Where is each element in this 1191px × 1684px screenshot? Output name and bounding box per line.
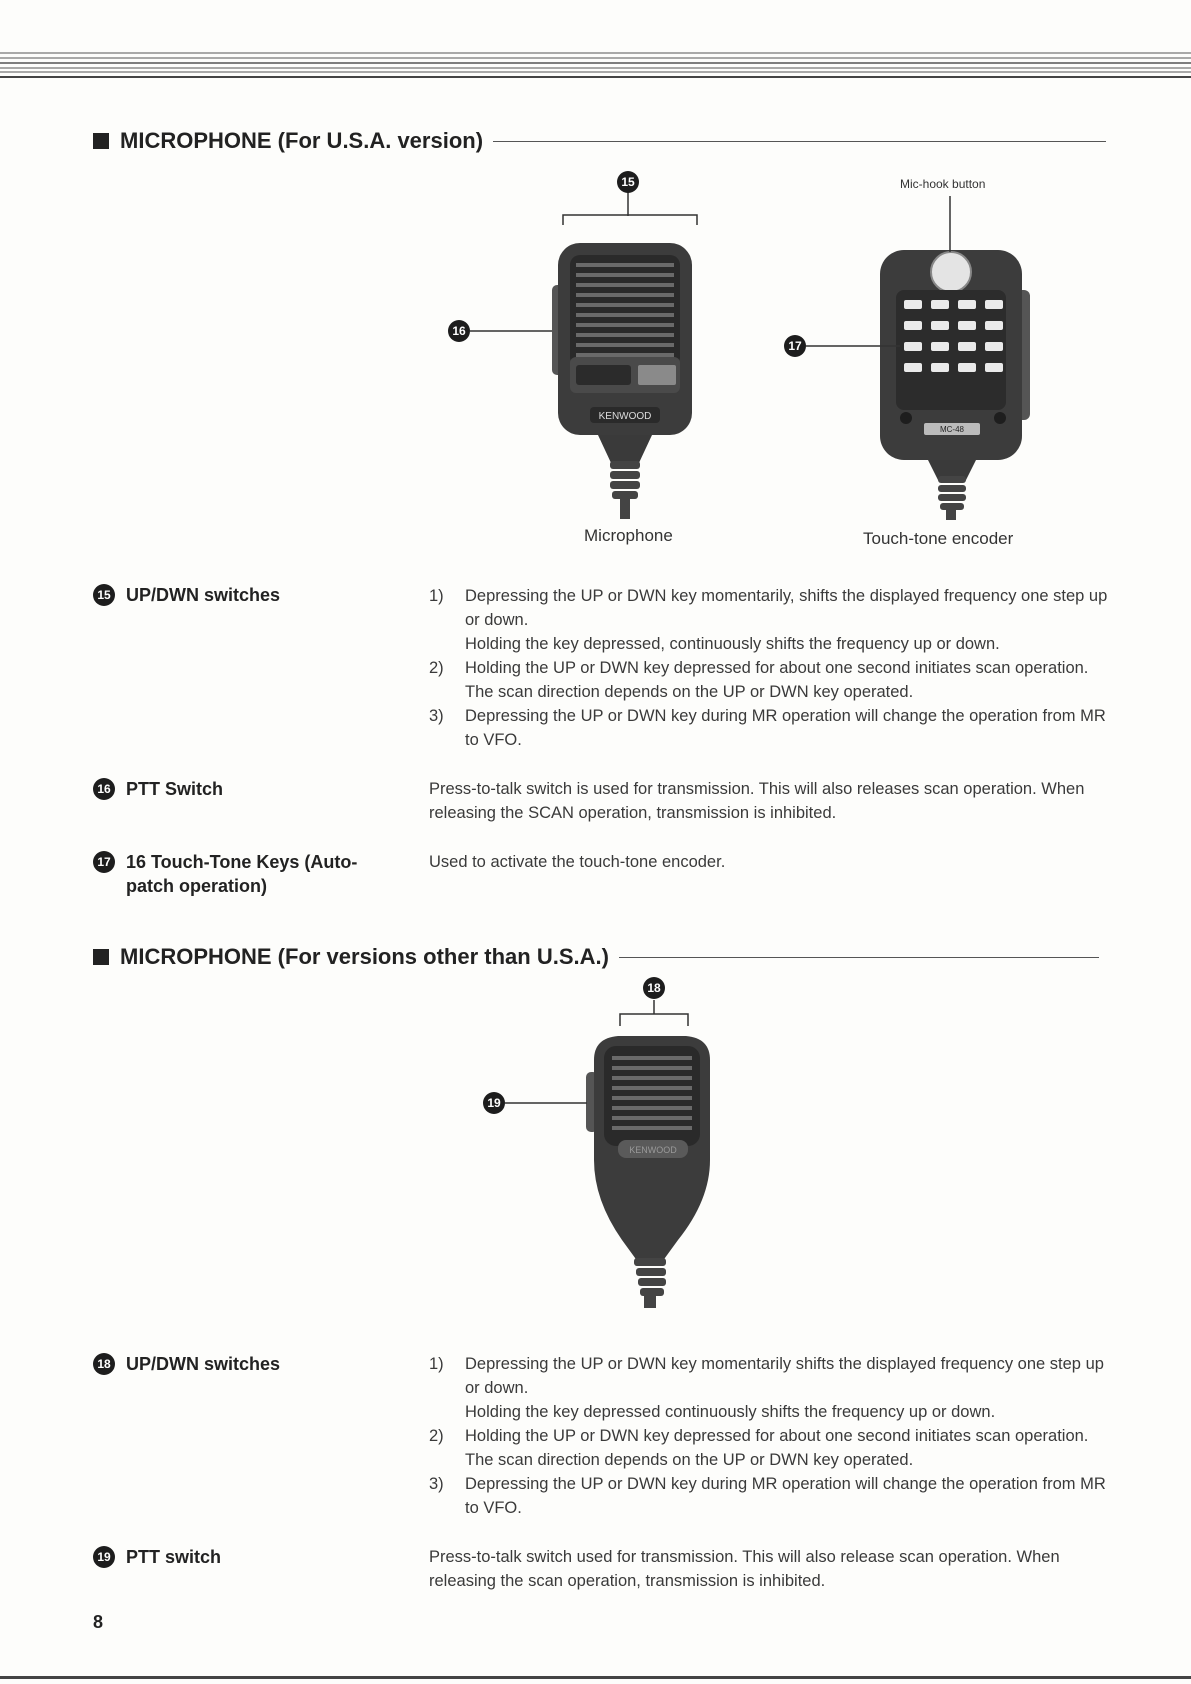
step-number: 2) (429, 1427, 444, 1445)
callout-17-badge: 17 (784, 335, 806, 357)
callout-15-stem (627, 192, 629, 216)
callout-19-badge: 19 (483, 1092, 505, 1114)
step (429, 704, 1113, 752)
item-18-label (93, 1352, 413, 1376)
item-15-description (429, 584, 1113, 752)
page-number: 8 (93, 1612, 104, 1632)
square-bullet-icon (93, 133, 109, 149)
item-text: Press-to-talk switch is used for transmission. This will also releases scan operation. When releasing the SCAN operation, transmission is inhibited. (429, 780, 1085, 822)
step (429, 1472, 1119, 1520)
callout-17-leader (806, 345, 900, 347)
mic-brand-label: KENWOOD (598, 411, 652, 422)
step-number: 2) (429, 659, 444, 677)
item-title: 16 Touch-Tone Keys (Auto-patch operation) (126, 852, 358, 896)
step-text: Holding the UP or DWN key depressed for about one second initiates scan operation. The scan direction depends on the UP or DWN key operated. (465, 1427, 1089, 1469)
microphone-illustration (540, 215, 710, 520)
step (429, 1352, 1119, 1424)
square-bullet-icon (93, 949, 109, 965)
mic-hook-label: Mic-hook button (900, 177, 986, 191)
step-number: 1) (429, 1355, 444, 1373)
step (429, 584, 1113, 656)
step-text: Depressing the UP or DWN key momentarily, shifts the displayed frequency one step up or down. (465, 587, 1108, 629)
step-text: Depressing the UP or DWN key during MR operation will change the operation from MR to VFO. (465, 1475, 1106, 1517)
microphone-caption: Microphone (584, 526, 673, 545)
microphone-illustration-2 (582, 1000, 717, 1310)
item-number-badge: 15 (93, 584, 115, 606)
item-15-label (93, 583, 413, 607)
encoder-model-label: MC-48 (939, 425, 965, 434)
item-title: PTT switch (126, 1547, 222, 1567)
step (429, 656, 1113, 704)
step (429, 1424, 1119, 1472)
step-number: 3) (429, 1475, 444, 1493)
step-text: Depressing the UP or DWN key momentarily shifts the displayed frequency one step up or down. (465, 1355, 1104, 1397)
header-rule (493, 141, 1106, 142)
item-19-label (93, 1545, 413, 1569)
item-text: Used to activate the touch-tone encoder. (429, 853, 726, 871)
item-16-label (93, 777, 413, 801)
item-title: UP/DWN switches (126, 1354, 281, 1374)
callout-16-badge: 16 (448, 320, 470, 342)
step-text: Holding the key depressed continuously shifts the frequency up or down. (465, 1403, 996, 1421)
callout-16-leader (470, 330, 552, 332)
mic-brand-label-2: KENWOOD (629, 1145, 677, 1155)
bottom-rule (0, 1676, 1191, 1679)
item-number-badge: 18 (93, 1353, 115, 1375)
encoder-caption: Touch-tone encoder (863, 529, 1014, 548)
section-title: MICROPHONE (For versions other than U.S.A.) (120, 944, 609, 969)
item-16-description (429, 777, 1119, 825)
callout-15-badge: 15 (617, 171, 639, 193)
item-title: PTT Switch (126, 779, 224, 799)
item-text: Press-to-talk switch used for transmission. This will also release scan operation. When releasing the scan operation, transmission is inhibited. (429, 1548, 1060, 1590)
item-number-badge: 16 (93, 778, 115, 800)
item-number-badge: 17 (93, 851, 115, 873)
callout-19-leader (505, 1102, 587, 1104)
step-text: Depressing the UP or DWN key during MR operation will change the operation from MR to VFO. (465, 707, 1106, 749)
header-rule (619, 957, 1099, 958)
step-text: Holding the key depressed, continuously shifts the frequency up or down. (465, 635, 1000, 653)
top-rules (0, 50, 1191, 84)
item-17-description (429, 850, 1117, 874)
step-number: 3) (429, 707, 444, 725)
mic-hook-leader (949, 196, 951, 252)
callout-18-badge: 18 (643, 977, 665, 999)
section-header-usa (93, 128, 1106, 154)
section-header-other (93, 944, 1099, 970)
item-18-description (429, 1352, 1119, 1520)
touch-tone-encoder-illustration (876, 240, 1041, 520)
item-19-description (429, 1545, 1119, 1593)
item-17-label (93, 850, 393, 898)
item-number-badge: 19 (93, 1546, 115, 1568)
step-number: 1) (429, 587, 444, 605)
section-title: MICROPHONE (For U.S.A. version) (120, 128, 484, 153)
step-text: Holding the UP or DWN key depressed for about one second initiates scan operation. The scan direction depends on the UP or DWN key operated. (465, 659, 1089, 701)
item-title: UP/DWN switches (126, 585, 281, 605)
